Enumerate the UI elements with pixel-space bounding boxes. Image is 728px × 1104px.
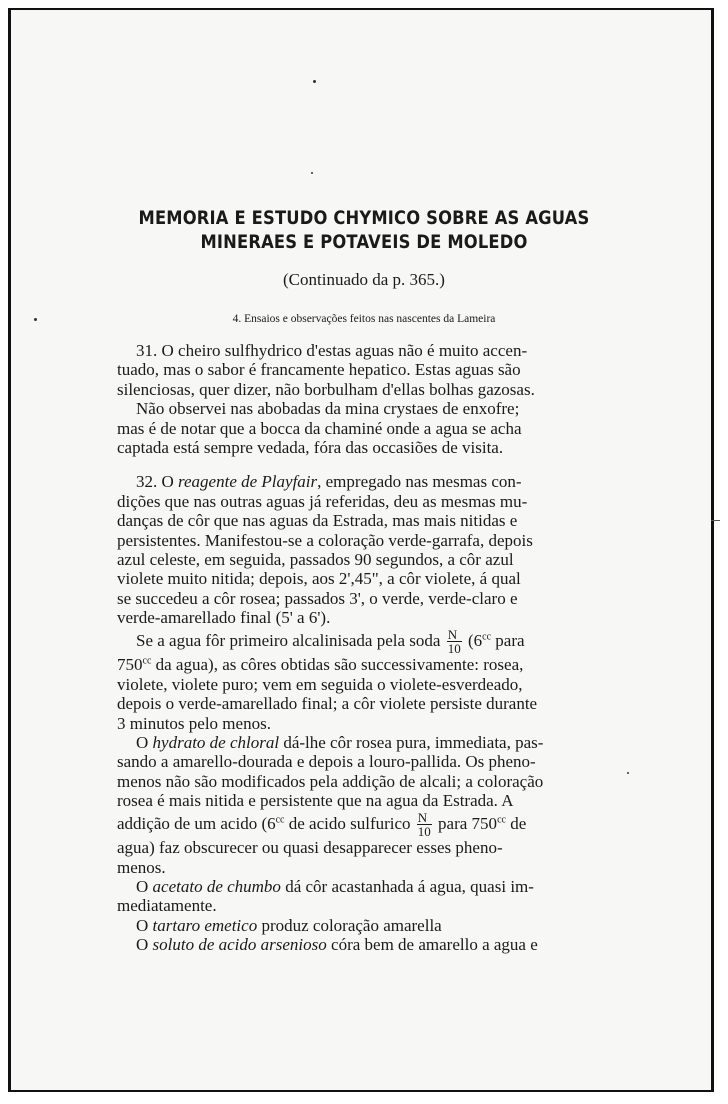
text-line: captada está sempre vedada, fóra das occasiões de visita. [117,438,504,458]
speck-mark [311,172,313,174]
text-line: danças de côr que nas aguas da Estrada, mas mais nitidas e [117,511,518,531]
paragraph-31 [117,341,580,457]
reagent-name: reagente de Playfair [178,472,318,492]
reagent-name: acetato de chumbo [152,876,281,896]
text-line: azul celeste, em seguida, passados 90 segundos, a côr azul [117,550,514,570]
paragraph-soda [117,628,580,733]
fraction-denominator: 10 [447,641,461,657]
text-line [117,916,580,935]
text-span: O [136,915,153,935]
text-span: para [491,630,525,650]
fraction-denominator: 10 [417,824,431,840]
text-span: dá côr acastanhada á agua, quasi im- [280,876,534,896]
text-line: violete muito nitida; depois, aos 2',45", a côr violete, á qual [117,569,521,589]
text-line: mediatamente. [117,896,217,916]
page-title [51,206,677,254]
reagent-name: tartaro emetico [152,915,258,935]
text-line: silenciosas, quer dizer, não borbulham d'ellas bolhas gazosas. [117,379,535,399]
text-span: (6 [467,630,483,650]
reagent-name: soluto de acido arsenioso [152,935,327,955]
text-span: , empregado nas mesmas con- [317,472,522,492]
continued-note: (Continuado da p. 365.) [283,270,445,289]
speck-mark [627,772,629,774]
paragraph-tartaro [117,916,580,935]
text-line: agua) faz obscurecer ou quasi desapparecer esses pheno- [117,838,503,858]
text-span: Se a agua fôr primeiro alcalinisada pela soda [136,630,441,650]
text-span: produz coloração amarella [257,915,442,935]
unit-superscript: cc [482,631,492,643]
text-span: dá-lhe côr rosea pura, immediata, pas- [279,732,544,752]
text-span: de acido sulfurico [284,813,411,833]
paragraph-chumbo [117,877,580,916]
text-span: addição de um acido (6 [117,813,276,833]
text-span: 750 [117,655,143,675]
text-line [117,655,580,674]
text-span: O [136,876,153,896]
text-line [117,733,580,752]
text-line: menos. [117,857,166,877]
text-line [117,877,580,896]
reagent-name: hydrato de chloral [152,732,280,752]
text-line: verde-amarellado final (5' a 6'). [117,608,331,628]
text-line: persistentes. Manifestou-se a coloração verde-garrafa, depois [117,530,533,550]
margin-tick [711,520,720,521]
text-line [117,811,580,839]
text-span: córa bem de amarello a agua e [326,935,538,955]
fraction-numerator: N [417,811,432,825]
text-line: depois o verde-amarellado final; a côr violete persiste durante [117,694,538,714]
text-line: rosea é mais nitida e persistente que na agua da Estrada. A [117,791,514,811]
title-line-1: MEMORIA E ESTUDO CHYMICO SOBRE AS AGUAS [138,207,590,229]
text-span: da agua), as côres obtidas são successivamente: rosea, [151,655,524,675]
speck-mark [34,318,37,321]
text-span: O [136,732,153,752]
text-span: 32. O [136,472,179,492]
fraction-numerator: N [447,628,462,642]
section-subheading: 4. Ensaios e observações feitos nas nascentes da Lameira [232,313,496,325]
text-line: menos não são modificados pela addição de alcali; a coloração [117,771,544,791]
text-line [117,628,580,656]
text-line: sando a amarello-dourada e depois a louro-pallida. Os pheno- [117,752,536,772]
paragraph-soluto [117,935,580,954]
paragraph-chloral [117,733,580,877]
unit-superscript: cc [497,813,506,825]
body-text [117,341,580,955]
text-span: de [505,813,527,833]
paragraph-32 [117,472,580,627]
speck-mark [313,80,316,83]
text-line: se succedeu a côr rosea; passados 3', o verde, verde-claro e [117,588,518,608]
text-line: Não observei nas abobadas da mina crystaes de enxofre; [136,399,520,419]
text-line: mas é de notar que a bocca da chaminé onde a agua se acha [117,418,522,438]
text-span: O [136,935,153,955]
text-line [117,935,580,954]
text-line [117,472,580,491]
text-line: 31. O cheiro sulfhydrico d'estas aguas não é muito accen- [136,341,528,360]
title-line-2: MINERAES E POTAVEIS DE MOLEDO [200,231,528,253]
text-line: violete, violete puro; vem em seguida o violete-esverdeado, [117,674,523,694]
fraction [447,628,462,655]
text-span: para 750 [438,813,498,833]
text-line: dições que nas outras aguas já referidas, deu as mesmas mu- [117,491,528,511]
text-line: tuado, mas o sabor é francamente hepatico. Estas aguas são [117,360,521,380]
text-line: 3 minutos pelo menos. [117,713,271,733]
unit-superscript: cc [142,655,152,667]
fraction [417,811,432,838]
unit-superscript: cc [275,813,285,825]
